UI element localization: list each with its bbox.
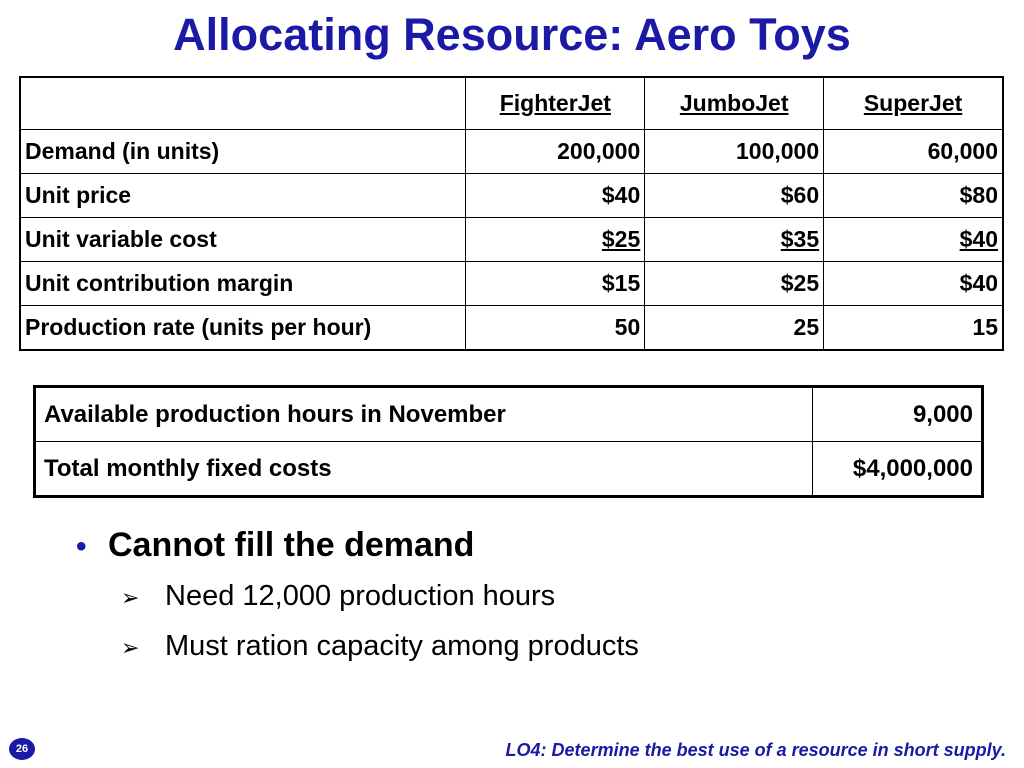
arrow-bullet-icon: ➢	[121, 585, 140, 610]
table-row	[35, 387, 983, 442]
table-cell: $25	[466, 218, 645, 262]
table-cell: $35	[645, 218, 824, 262]
table-cell: $80	[824, 174, 1003, 218]
sub-bullet-item	[121, 622, 639, 672]
table-cell: 9,000	[813, 387, 983, 442]
capacity-table	[33, 385, 984, 498]
arrow-bullet-icon: ➢	[121, 635, 140, 660]
row-label: Production rate (units per hour)	[20, 306, 466, 351]
bullet-dot-icon: •	[76, 530, 87, 563]
bullet-text: Cannot fill the demand	[108, 526, 475, 564]
product-table	[19, 76, 1004, 351]
row-label: Total monthly fixed costs	[35, 442, 813, 497]
table-row	[20, 174, 1003, 218]
table-header-row	[20, 77, 1003, 130]
table-row	[20, 262, 1003, 306]
table-cell: $60	[645, 174, 824, 218]
table-cell: 60,000	[824, 130, 1003, 174]
row-label: Unit price	[20, 174, 466, 218]
table-row	[20, 218, 1003, 262]
table-row	[20, 306, 1003, 351]
table-row	[35, 442, 983, 497]
row-label: Available production hours in November	[35, 387, 813, 442]
bullet-item	[76, 520, 639, 572]
header-empty	[20, 77, 466, 130]
table-cell: $40	[466, 174, 645, 218]
header-jumbojet: JumboJet	[645, 77, 824, 130]
table-cell: 200,000	[466, 130, 645, 174]
sub-bullet-item	[121, 572, 639, 622]
header-fighterjet: FighterJet	[466, 77, 645, 130]
bullet-list	[76, 520, 639, 672]
row-label: Unit contribution margin	[20, 262, 466, 306]
slide-title: Allocating Resource: Aero Toys	[173, 9, 851, 60]
table-cell: $25	[645, 262, 824, 306]
table-cell: $4,000,000	[813, 442, 983, 497]
table-cell: 25	[645, 306, 824, 351]
table-cell: 50	[466, 306, 645, 351]
sub-bullet-text: Need 12,000 production hours	[165, 580, 556, 612]
footer-learning-objective: LO4: Determine the best use of a resource in short supply.	[505, 740, 1006, 760]
row-label: Unit variable cost	[20, 218, 466, 262]
table-cell: 15	[824, 306, 1003, 351]
table-cell: $40	[824, 218, 1003, 262]
header-superjet: SuperJet	[824, 77, 1003, 130]
table-cell: $15	[466, 262, 645, 306]
sub-bullet-text: Must ration capacity among products	[165, 630, 639, 662]
table-cell: 100,000	[645, 130, 824, 174]
table-row	[20, 130, 1003, 174]
table-cell: $40	[824, 262, 1003, 306]
row-label: Demand (in units)	[20, 130, 466, 174]
slide-number-badge: 26	[9, 738, 35, 760]
